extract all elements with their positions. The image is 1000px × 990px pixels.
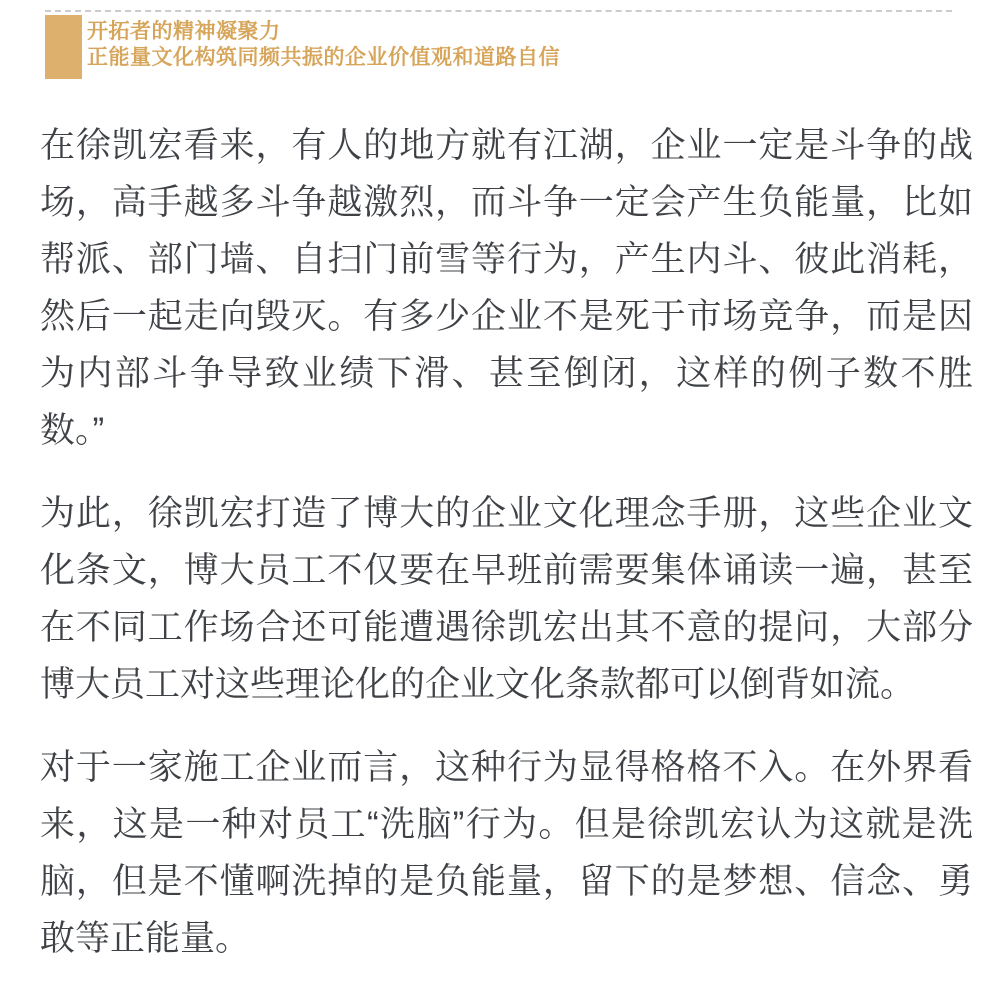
gold-accent-block [45, 15, 82, 79]
section-title-line2: 正能量文化构筑同频共振的企业价值观和道路自信 [87, 46, 560, 69]
article-body [40, 117, 973, 967]
section-header [45, 10, 952, 79]
article-paragraph-2: 为此，徐凯宏打造了博大的企业文化理念手册，这些企业文化条文，博大员工不仅要在早班前需要集体诵读一遍，甚至在不同工作场合还可能遭遇徐凯宏出其不意的提问，大部分博大员工对这些理论化的企业文化条款都可以倒背如流。 [40, 494, 973, 704]
article-paragraph-3: 对于一家施工企业而言，这种行为显得格格不入。在外界看来，这是一种对员工“洗脑”行为。但是徐凯宏认为这就是洗脑，但是不懂啊洗掉的是负能量，留下的是梦想、信念、勇敢等正能量。 [40, 748, 973, 958]
section-title-line1: 开拓者的精神凝聚力 [87, 20, 281, 43]
section-title [82, 15, 560, 71]
article-paragraph-1: 在徐凯宏看来，有人的地方就有江湖，企业一定是斗争的战场，高手越多斗争越激烈，而斗争一定会产生负能量，比如帮派、部门墙、自扫门前雪等行为，产生内斗、彼此消耗，然后一起走向毁灭。有多少企业不是死于市场竞争，而是因为内部斗争导致业绩下滑、甚至倒闭，这样的例子数不胜数。” [40, 126, 973, 450]
article-page [0, 10, 1000, 990]
